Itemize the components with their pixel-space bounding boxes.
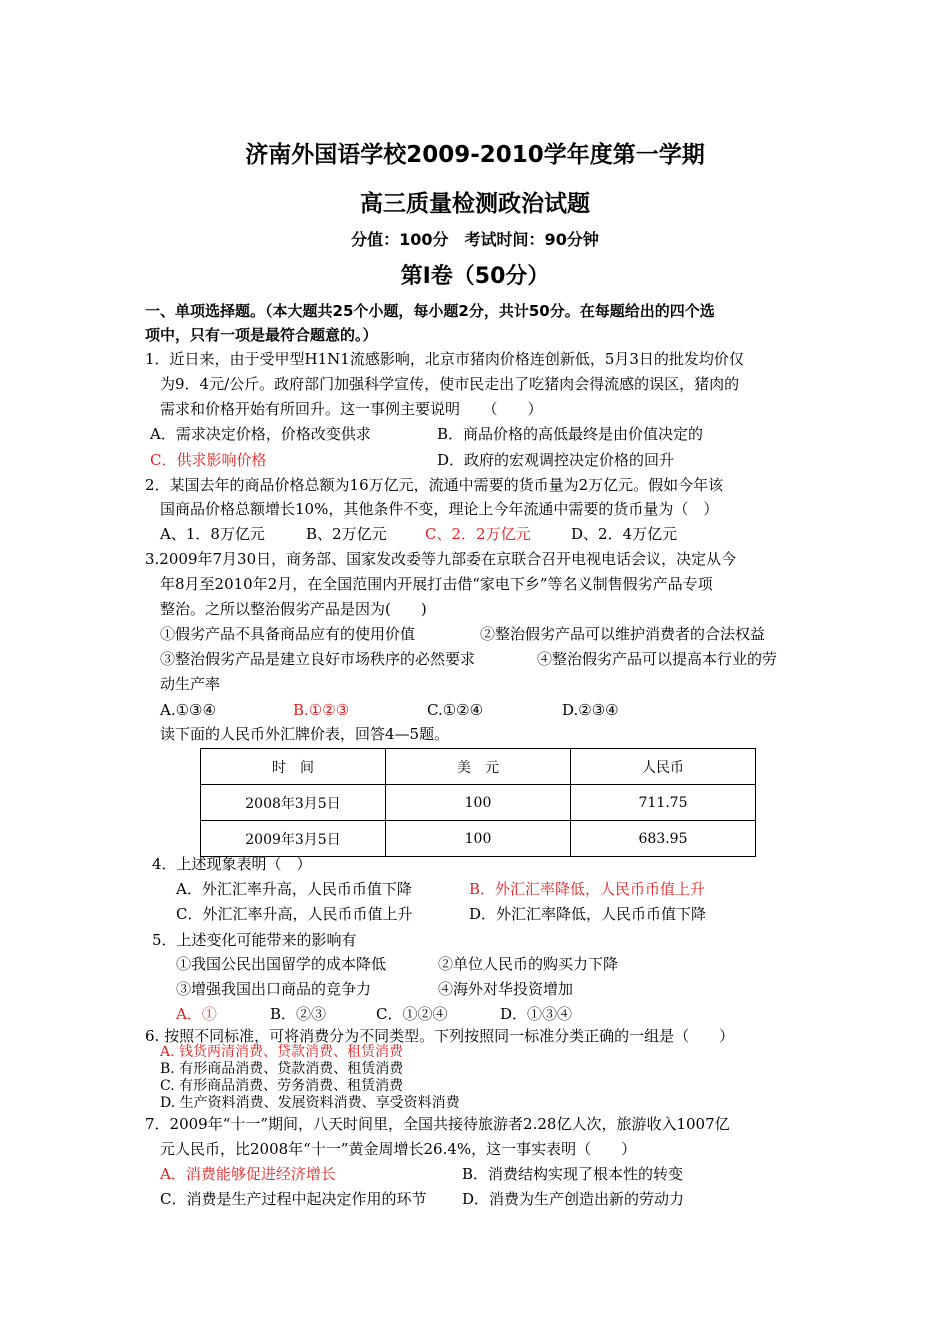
q7-stem-line2: 元人民币，比2008年“十一”黄金周增长26.4%，这一事实表明（ ）: [160, 1140, 637, 1158]
exchange-rate-table: [200, 748, 756, 857]
q3-statement-4-cont: 动生产率: [160, 675, 221, 693]
q2-stem-line2: 国商品价格总额增长10%，其他条件不变，理论上今年流通中需要的货币量为（ ）: [160, 500, 719, 518]
q5-option-c: C．①②④: [376, 1005, 448, 1023]
section-instructions-line1: 一、单项选择题。（本大题共25个小题，每小题2分，共计50分。在每题给出的四个选: [145, 302, 715, 320]
q7-stem-line1: 7．2009年“十一”期间，八天时间里，全国共接待旅游者2.28亿人次，旅游收入1007亿: [145, 1115, 730, 1133]
q7-option-b: B．消费结构实现了根本性的转变: [462, 1165, 684, 1183]
q2-option-a: A、1．8万亿元: [160, 525, 265, 543]
q5-option-d: D．①③④: [500, 1005, 573, 1023]
volume-heading: 第Ⅰ卷（50分）: [400, 264, 550, 289]
score-time: 分值：100分 考试时间：90分钟: [351, 230, 599, 249]
q3-statement-1: ①假劣产品不具备商品应有的使用价值: [160, 625, 416, 643]
q5-option-b: B．②③: [270, 1005, 327, 1023]
q4-option-c: C．外汇汇率升高，人民币币值上升: [176, 905, 413, 923]
header-time: 时 间: [201, 749, 386, 785]
table-header-row: [201, 749, 756, 785]
q3-stem-line1: 3.2009年7月30日，商务部、国家发改委等九部委在京联合召开电视电话会议，决定从今: [145, 550, 737, 568]
header-rmb: 人民币: [571, 749, 756, 785]
table-cell: 2008年3月5日: [201, 785, 386, 821]
q1-option-b: B．商品价格的高低最终是由价值决定的: [437, 425, 704, 443]
q5-stem: 5．上述变化可能带来的影响有: [152, 931, 357, 949]
q5-statement-2: ②单位人民币的购买力下降: [438, 955, 619, 973]
q3-statement-4: ④整治假劣产品可以提高本行业的劳: [537, 650, 778, 668]
q6-option-c: C. 有形商品消费、劳务消费、租赁消费: [160, 1078, 404, 1094]
q5-statement-1: ①我国公民出国留学的成本降低: [176, 955, 387, 973]
q2-option-d: D、2．4万亿元: [571, 525, 678, 543]
q3-option-a: A.①③④: [160, 701, 216, 719]
q6-stem: 6. 按照不同标准，可将消费分为不同类型。下列按照同一标准分类正确的一组是（ ）: [145, 1027, 735, 1045]
q3-option-b-answer: B.①②③: [293, 701, 350, 719]
q6-option-b: B. 有形商品消费、贷款消费、租赁消费: [160, 1061, 404, 1077]
table-row: [201, 785, 756, 821]
q1-stem-line3: 需求和价格开始有所回升。这一事例主要说明 （ ）: [160, 400, 543, 418]
table-cell: 683.95: [571, 821, 756, 857]
q2-stem-line1: 2．某国去年的商品价格总额为16万亿元，流通中需要的货币量为2万亿元。假如今年该: [145, 476, 724, 494]
q5-statement-3: ③增强我国出口商品的竞争力: [176, 980, 372, 998]
table-cell: 711.75: [571, 785, 756, 821]
q3-stem-line3: 整治。之所以整治假劣产品是因为( ): [160, 600, 427, 618]
q2-option-b: B、2万亿元: [306, 525, 387, 543]
q1-option-c-answer: C．供求影响价格: [150, 451, 267, 469]
q4-stem: 4．上述现象表明（ ）: [152, 855, 312, 873]
q4-option-b-answer: B．外汇汇率降低，人民币币值上升: [469, 880, 706, 898]
table-cell: 100: [386, 785, 571, 821]
q1-stem-line2: 为9．4元/公斤。政府部门加强科学宣传，使市民走出了吃猪肉会得流感的误区，猪肉的: [160, 375, 740, 393]
q7-option-c: C．消费是生产过程中起决定作用的环节: [160, 1190, 427, 1208]
q3-statement-3: ③整治假劣产品是建立良好市场秩序的必然要求: [160, 650, 476, 668]
table-cell: 2009年3月5日: [201, 821, 386, 857]
table-cell: 100: [386, 821, 571, 857]
q3-statement-2: ②整治假劣产品可以维护消费者的合法权益: [480, 625, 766, 643]
q7-option-d: D．消费为生产创造出新的劳动力: [462, 1190, 685, 1208]
q4-option-d: D．外汇汇率降低，人民币币值下降: [469, 905, 707, 923]
q2-option-c-answer: C、2．2万亿元: [425, 525, 531, 543]
table-intro: 读下面的人民币外汇牌价表，回答4—5题。: [160, 725, 450, 743]
q5-statement-4: ④海外对华投资增加: [438, 980, 574, 998]
exam-subtitle: 高三质量检测政治试题: [360, 191, 590, 217]
q1-option-a: A．需求决定价格，价格改变供求: [150, 425, 371, 443]
q3-option-c: C.①②④: [427, 701, 484, 719]
q7-option-a-answer: A．消费能够促进经济增长: [160, 1165, 336, 1183]
q5-option-a-answer: A．①: [176, 1005, 217, 1023]
q3-option-d: D.②③④: [562, 701, 619, 719]
q4-option-a: A．外汇汇率升高，人民币币值下降: [176, 880, 412, 898]
q1-option-d: D．政府的宏观调控决定价格的回升: [437, 451, 675, 469]
q3-stem-line2: 年8月至2010年2月，在全国范围内开展打击借“家电下乡”等名义制售假劣产品专项: [160, 575, 713, 593]
header-usd: 美 元: [386, 749, 571, 785]
q6-option-a-answer: A. 钱货两清消费、贷款消费、租赁消费: [160, 1044, 404, 1060]
q1-stem-line1: 1．近日来，由于受甲型H1N1流感影响，北京市猪肉价格连创新低，5月3日的批发均价仅: [145, 350, 744, 368]
section-instructions-line2: 项中，只有一项是最符合题意的。）: [145, 326, 378, 344]
q6-option-d: D. 生产资料消费、发展资料消费、享受资料消费: [160, 1095, 460, 1111]
exam-title: 济南外国语学校2009-2010学年度第一学期: [245, 142, 705, 168]
